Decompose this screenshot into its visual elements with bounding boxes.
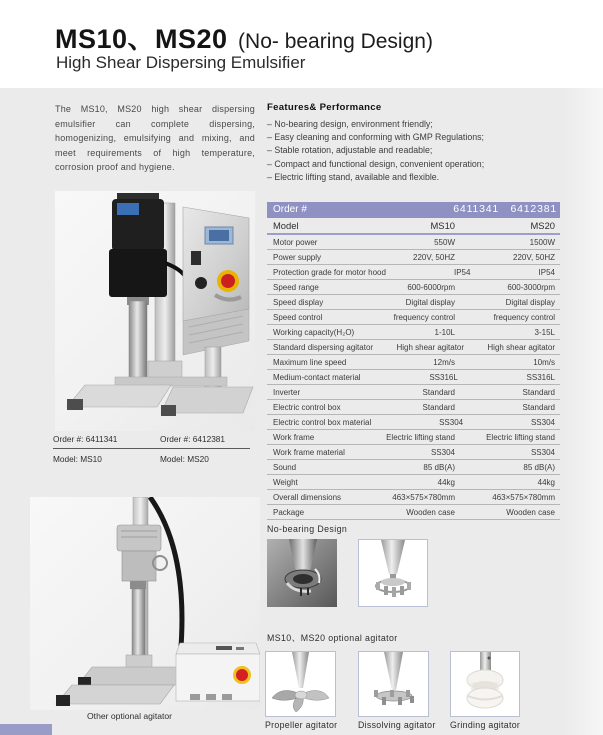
dissolving-agitator-illustration xyxy=(359,652,428,716)
table-row: Inverter Standard Standard xyxy=(267,385,560,400)
table-row: Package Wooden case Wooden case xyxy=(267,505,560,520)
propeller-agitator-illustration xyxy=(266,652,335,716)
corner-tag xyxy=(0,724,52,735)
propeller-agitator-image xyxy=(265,651,336,717)
table-row: Power supply 220V, 50HZ 220V, 50HZ xyxy=(267,250,560,265)
page-title-design-note: (No- bearing Design) xyxy=(238,30,433,53)
spec-table-header-row xyxy=(267,202,560,218)
right-margin-fade xyxy=(563,88,603,735)
grinding-agitator-caption: Grinding agitator xyxy=(450,720,521,730)
table-row: Working capacity(H₂O) 1-10L 3-15L xyxy=(267,325,560,340)
spec-header-label: Order # xyxy=(273,204,307,215)
table-row: Sound 85 dB(A) 85 dB(A) xyxy=(267,460,560,475)
caption-order-ms10: Order #: 6411341 xyxy=(53,434,118,444)
spec-header-order2: 6412381 xyxy=(510,203,557,215)
feature-item: – Stable rotation, adjustable and readable; xyxy=(267,145,433,156)
page-subtitle: High Shear Dispersing Emulsifier xyxy=(56,53,306,72)
table-row: Weight 44kg 44kg xyxy=(267,475,560,490)
table-row: Model MS10 MS20 xyxy=(267,218,560,235)
table-row: Standard dispersing agitator High shear agitator High shear agitator xyxy=(267,340,560,355)
caption-model-ms20: Model: MS20 xyxy=(160,454,209,464)
intro-paragraph: The MS10, MS20 high shear dispersing emulsifier can complete dispersing, homogenizing, emulsifying and mixing, and meet requirements of high temperature, corrosion proof and hygiene. xyxy=(55,104,255,173)
table-row: Maximum line speed 12m/s 10m/s xyxy=(267,355,560,370)
table-row: Medium-contact material SS316L SS316L xyxy=(267,370,560,385)
no-bearing-closeup-illustration xyxy=(267,539,337,607)
no-bearing-heading: No-bearing Design xyxy=(267,524,348,534)
table-row: Electric control box material SS304 SS304 xyxy=(267,415,560,430)
page-title-models: MS10、MS20 xyxy=(55,24,228,54)
grinding-agitator-image xyxy=(450,651,520,717)
table-row: Speed range 600-6000rpm 600-3000rpm xyxy=(267,280,560,295)
caption-model-ms10: Model: MS10 xyxy=(53,454,102,464)
table-row: Overall dimensions 463×575×780mm 463×575×780mm xyxy=(267,490,560,505)
table-row: Speed control frequency control frequency control xyxy=(267,310,560,325)
table-row: Work frame Electric lifting stand Electric lifting stand xyxy=(267,430,560,445)
table-row: Speed display Digital display Digital display xyxy=(267,295,560,310)
dissolving-agitator-caption: Dissolving agitator xyxy=(358,720,436,730)
machine-photo-ms10-ms20 xyxy=(55,191,255,431)
spec-header-order1: 6411341 xyxy=(453,203,499,215)
feature-item: – Electric lifting stand, available and flexible. xyxy=(267,171,440,182)
optional-agitator-machine-illustration xyxy=(30,497,260,710)
grinding-agitator-illustration xyxy=(451,652,519,716)
feature-item: – Easy cleaning and conforming with GMP Regulations; xyxy=(267,132,484,143)
features-list xyxy=(267,118,567,184)
spec-table xyxy=(267,202,560,520)
caption-order-ms20: Order #: 6412381 xyxy=(160,434,226,444)
emulsifier-machine-illustration xyxy=(55,191,255,431)
dissolving-agitator-image xyxy=(358,651,429,717)
feature-item: – No-bearing design, environment friendly; xyxy=(267,119,433,129)
table-row: Work frame material SS304 SS304 xyxy=(267,445,560,460)
photo2-caption: Other optional agitator xyxy=(87,711,173,721)
feature-item: – Compact and functional design, convenient operation; xyxy=(267,158,485,169)
features-heading: Features& Performance xyxy=(267,102,382,113)
table-row: Protection grade for motor hood IP54 IP54 xyxy=(267,265,560,280)
no-bearing-rotor-illustration xyxy=(359,540,427,606)
no-bearing-photo-rotor xyxy=(358,539,428,607)
photo1-captions xyxy=(53,434,250,464)
table-row: Motor power 550W 1500W xyxy=(267,235,560,250)
page-title xyxy=(55,17,433,56)
no-bearing-photo-closeup xyxy=(267,539,337,607)
optional-agitator-heading: MS10、MS20 optional agitator xyxy=(267,633,398,643)
propeller-agitator-caption: Propeller agitator xyxy=(265,720,338,730)
table-row: Electric control box Standard Standard xyxy=(267,400,560,415)
machine-photo-optional-agitator xyxy=(30,497,260,710)
